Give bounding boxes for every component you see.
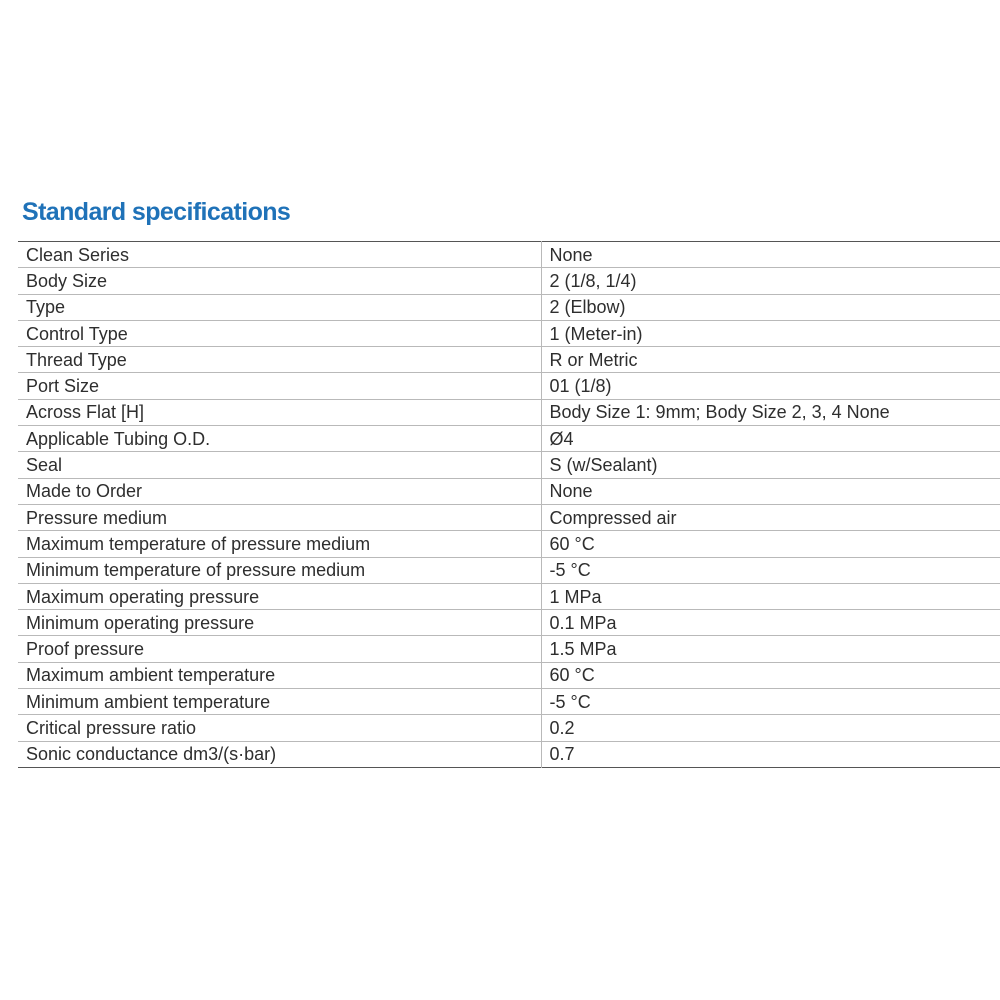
spec-label: Sonic conductance dm3/(s·bar) [18,741,541,767]
spec-value: -5 °C [541,689,1000,715]
spec-value: -5 °C [541,557,1000,583]
spec-value: Ø4 [541,426,1000,452]
spec-label: Minimum ambient temperature [18,689,541,715]
spec-label: Proof pressure [18,636,541,662]
spec-label: Critical pressure ratio [18,715,541,741]
spec-label: Minimum temperature of pressure medium [18,557,541,583]
spec-value: 1 (Meter-in) [541,320,1000,346]
spec-value: 1 MPa [541,583,1000,609]
page-title: Standard specifications [22,198,291,226]
spec-value: None [541,478,1000,504]
table-row [18,347,1000,373]
table-row [18,373,1000,399]
spec-label: Pressure medium [18,504,541,530]
spec-value: 01 (1/8) [541,373,1000,399]
spec-value: Body Size 1: 9mm; Body Size 2, 3, 4 None [541,399,1000,425]
table-row [18,294,1000,320]
spec-value: R or Metric [541,347,1000,373]
table-row [18,242,1000,268]
spec-value: Compressed air [541,504,1000,530]
table-row [18,583,1000,609]
table-row [18,452,1000,478]
table-row [18,741,1000,767]
spec-value: 2 (1/8, 1/4) [541,268,1000,294]
spec-label: Type [18,294,541,320]
spec-value: 1.5 MPa [541,636,1000,662]
spec-label: Body Size [18,268,541,294]
spec-label: Clean Series [26,244,130,265]
table-row [18,399,1000,425]
table-row [18,610,1000,636]
table-row [18,557,1000,583]
table-row [18,636,1000,662]
spec-value: 0.1 MPa [541,610,1000,636]
spec-label: Control Type [18,320,541,346]
spec-value: S (w/Sealant) [541,452,1000,478]
spec-value: 0.7 [541,741,1000,767]
spec-label: Across Flat [H] [18,399,541,425]
table-row [18,662,1000,688]
spec-table [18,241,1000,768]
spec-table-body [18,242,1000,768]
spec-label: Made to Order [18,478,541,504]
table-row [18,320,1000,346]
spec-label: Maximum ambient temperature [18,662,541,688]
spec-value: None [541,242,1000,268]
table-row [18,426,1000,452]
spec-value: 0.2 [541,715,1000,741]
spec-label: Maximum operating pressure [18,583,541,609]
table-row [18,715,1000,741]
table-row [18,689,1000,715]
table-row [18,504,1000,530]
spec-label: Maximum temperature of pressure medium [18,531,541,557]
spec-value: 60 °C [541,662,1000,688]
spec-value: 60 °C [541,531,1000,557]
spec-label: Port Size [18,373,541,399]
table-row [18,531,1000,557]
spec-label: Thread Type [18,347,541,373]
spec-value: 2 (Elbow) [541,294,1000,320]
spec-label: Minimum operating pressure [18,610,541,636]
spec-label: Seal [18,452,541,478]
spec-label: Applicable Tubing O.D. [18,426,541,452]
table-row [18,478,1000,504]
table-row [18,268,1000,294]
